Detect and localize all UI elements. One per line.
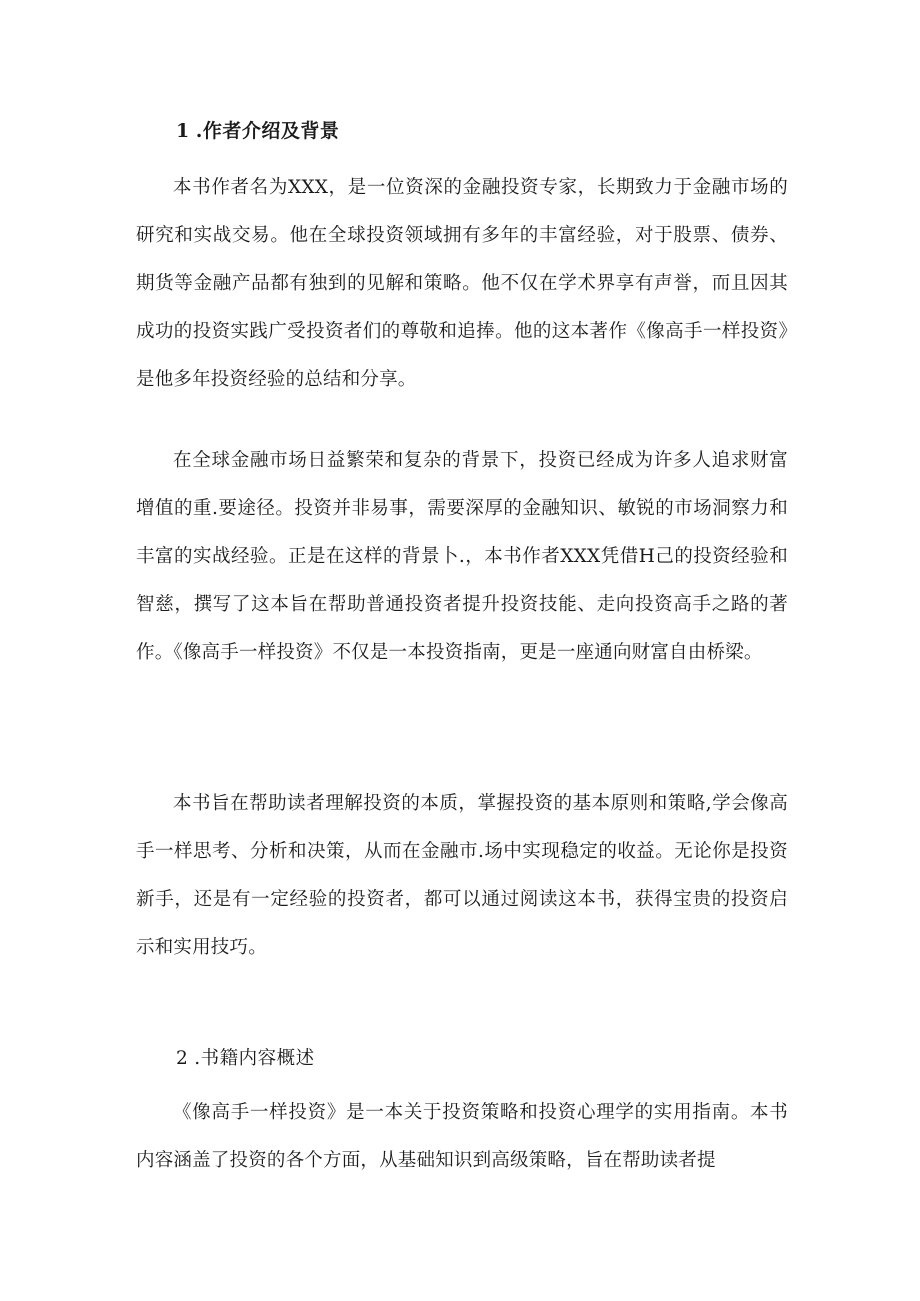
section-title: .作者介绍及背景	[195, 120, 340, 142]
section-title: .书籍内容概述	[194, 1048, 315, 1069]
section-number: 1	[176, 120, 190, 142]
section-heading-overview	[176, 1044, 315, 1070]
section-number: 2	[176, 1048, 189, 1069]
section-heading-author	[176, 116, 339, 143]
paragraph-overview: 《像高手一样投资》是一本关于投资策略和投资心理学的实用指南。本书内容涵盖了投资的各个方面，从基础知识到高级策略，旨在帮助读者提	[136, 1102, 788, 1171]
paragraph-purpose: 本书旨在帮助读者理解投资的本质，掌握投资的基本原则和策略,学会像高手一样思考、分析和决策，从而在金融市.场中实现稳定的收益。无论你是投资新手，还是有一定经验的投资者，都可以通过阅读这本书，获得宝贵的投资启示和实用技巧。	[136, 793, 788, 958]
paragraph-background: 在全球金融市场日益繁荣和复杂的背景下，投资已经成为许多人追求财富增值的重.要途径。投资并非易事，需要深厚的金融知识、敏锐的市场洞察力和丰富的实战经验。正是在这样的背景卜.，本书作者XXX凭借H己的投资经验和智慈，撰写了这本旨在帮助普通投资者提升投资技能、走向投资高手之路的著作。《像高手一样投资》不仅是一本投资指南，更是一座通向财富自由桥梁。	[136, 450, 788, 663]
paragraph-author-intro: 本书作者名为XXX，是一位资深的金融投资专家，长期致力于金融市场的研究和实战交易。他在全球投资领域拥有多年的丰富经验，对于股票、债券、期货等金融产品都有独到的见解和策略。他不仅在学术界享有声誉，而且因其成功的投资实践广受投资者们的尊敬和追捧。他的这本著作《像高手一样投资》是他多年投资经验的总结和分享。	[136, 177, 788, 390]
